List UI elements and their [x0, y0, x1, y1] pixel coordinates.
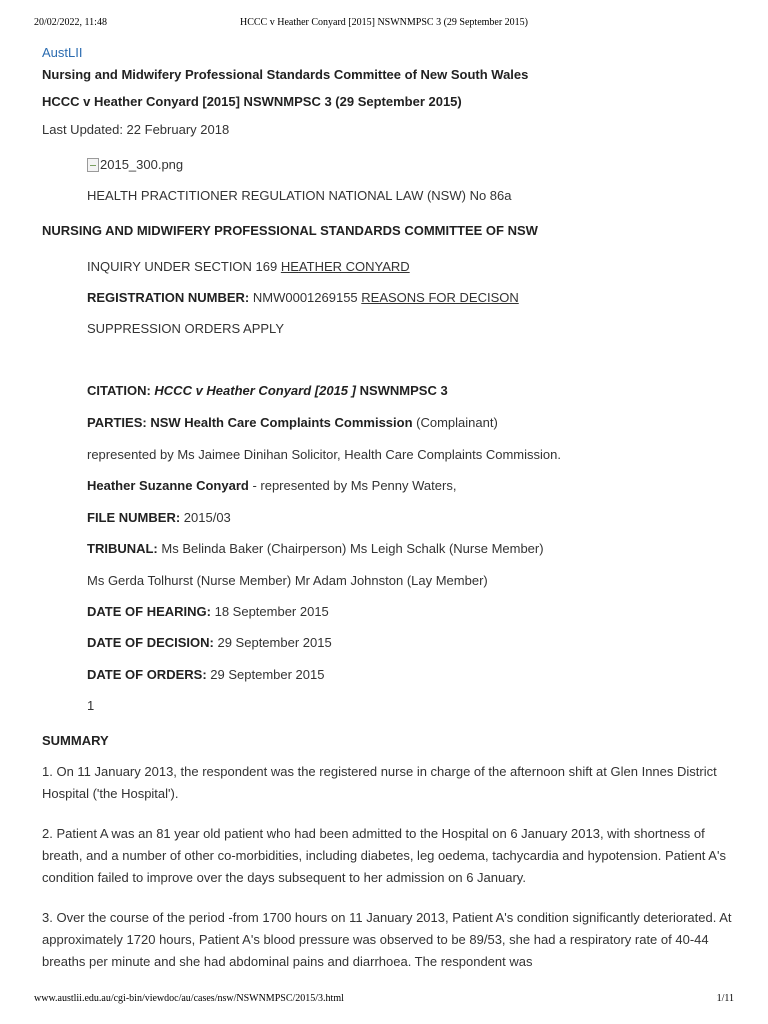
hearing-date-label: DATE OF HEARING:	[87, 604, 211, 619]
hearing-date-value: 18 September 2015	[210, 604, 329, 619]
orders-date-line	[87, 667, 324, 683]
parties-line	[87, 415, 498, 431]
paragraph-3: 3. Over the course of the period -from 1700 hours on 11 January 2013, Patient A's condition significantly deteriorated. At approximately 1720 hours, Patient A's blood pressure was observed to be 89/53, she had a respiratory rate of 40-44 breaths per minute and she had abdominal pains and diarrhoea. The respondent was	[42, 910, 732, 969]
broken-image-icon	[87, 158, 99, 172]
decision-date-line	[87, 635, 332, 651]
orders-date-value: 29 September 2015	[206, 667, 325, 682]
inquiry-line	[87, 259, 410, 275]
inquiry-prefix: INQUIRY UNDER SECTION 169	[87, 259, 281, 274]
registration-number: NMW0001269155	[249, 290, 362, 305]
last-updated: Last Updated: 22 February 2018	[42, 122, 230, 137]
print-footer	[0, 993, 768, 1007]
document-page-number: 1	[87, 698, 95, 713]
parties-label: PARTIES: NSW Health Care Complaints Commission	[87, 415, 413, 430]
file-number-line	[87, 510, 231, 526]
print-url: www.austlii.edu.au/cgi-bin/viewdoc/au/cases/nsw/NSWNMPSC/2015/3.html	[34, 993, 344, 1004]
file-number-label: FILE NUMBER:	[87, 510, 181, 525]
print-datetime: 20/02/2022, 11:48	[34, 17, 107, 28]
case-title: HCCC v Heather Conyard [2015] NSWNMPSC 3 (29 September 2015)	[42, 94, 462, 109]
tribunal-value: Ms Belinda Baker (Chairperson) Ms Leigh Schalk (Nurse Member)	[157, 541, 544, 556]
print-page-title: HCCC v Heather Conyard [2015] NSWNMPSC 3 (29 September 2015)	[239, 17, 529, 28]
print-page-count: 1/11	[716, 993, 734, 1004]
registration-label: REGISTRATION NUMBER:	[87, 290, 250, 305]
respondent-line	[87, 478, 456, 494]
tribunal-line	[87, 541, 544, 557]
registration-line	[87, 290, 519, 306]
image-alt-text: 2015_300.png	[100, 157, 184, 172]
tribunal-continued: Ms Gerda Tolhurst (Nurse Member) Mr Adam Johnston (Lay Member)	[87, 573, 488, 588]
citation-number: NSWNMPSC 3	[355, 383, 448, 398]
austlii-link[interactable]: AustLII	[42, 45, 83, 60]
reasons-for-decision: REASONS FOR DECISON	[361, 290, 519, 305]
suppression-orders: SUPPRESSION ORDERS APPLY	[87, 321, 284, 336]
summary-heading: SUMMARY	[42, 733, 109, 748]
court-name: Nursing and Midwifery Professional Standards Committee of New South Wales	[42, 67, 529, 82]
citation-label: CITATION:	[87, 383, 155, 398]
committee-heading: NURSING AND MIDWIFERY PROFESSIONAL STANDARDS COMMITTEE OF NSW	[42, 223, 538, 238]
broken-image	[87, 157, 183, 173]
paragraph-2: 2. Patient A was an 81 year old patient who had been admitted to the Hospital on 6 January 2013, with shortness of breath, and a number of other co-morbidities, including diabetes, leg oedema, tachycardia and hypotension. Patient A's condition failed to improve over the days subsequent to her admission on 6 January.	[42, 826, 726, 885]
law-title: HEALTH PRACTITIONER REGULATION NATIONAL LAW (NSW) No 86a	[87, 188, 512, 203]
paragraph-1: 1. On 11 January 2013, the respondent was the registered nurse in charge of the afternoon shift at Glen Innes District Hospital ('the Hospital').	[42, 764, 717, 801]
orders-date-label: DATE OF ORDERS:	[87, 667, 207, 682]
respondent-name: Heather Suzanne Conyard	[87, 478, 249, 493]
tribunal-label: TRIBUNAL:	[87, 541, 158, 556]
inquiry-name: HEATHER CONYARD	[280, 259, 410, 274]
respondent-representation: - represented by Ms Penny Waters,	[248, 478, 457, 493]
file-number-value: 2015/03	[180, 510, 231, 525]
decision-date-value: 29 September 2015	[213, 635, 332, 650]
citation-line	[87, 383, 448, 399]
parties-role: (Complainant)	[412, 415, 498, 430]
hearing-date-line	[87, 604, 329, 620]
citation-case: HCCC v Heather Conyard [2015 ]	[154, 383, 356, 398]
decision-date-label: DATE OF DECISION:	[87, 635, 214, 650]
print-header	[0, 17, 768, 31]
represented-line: represented by Ms Jaimee Dinihan Solicitor, Health Care Complaints Commission.	[87, 447, 561, 462]
